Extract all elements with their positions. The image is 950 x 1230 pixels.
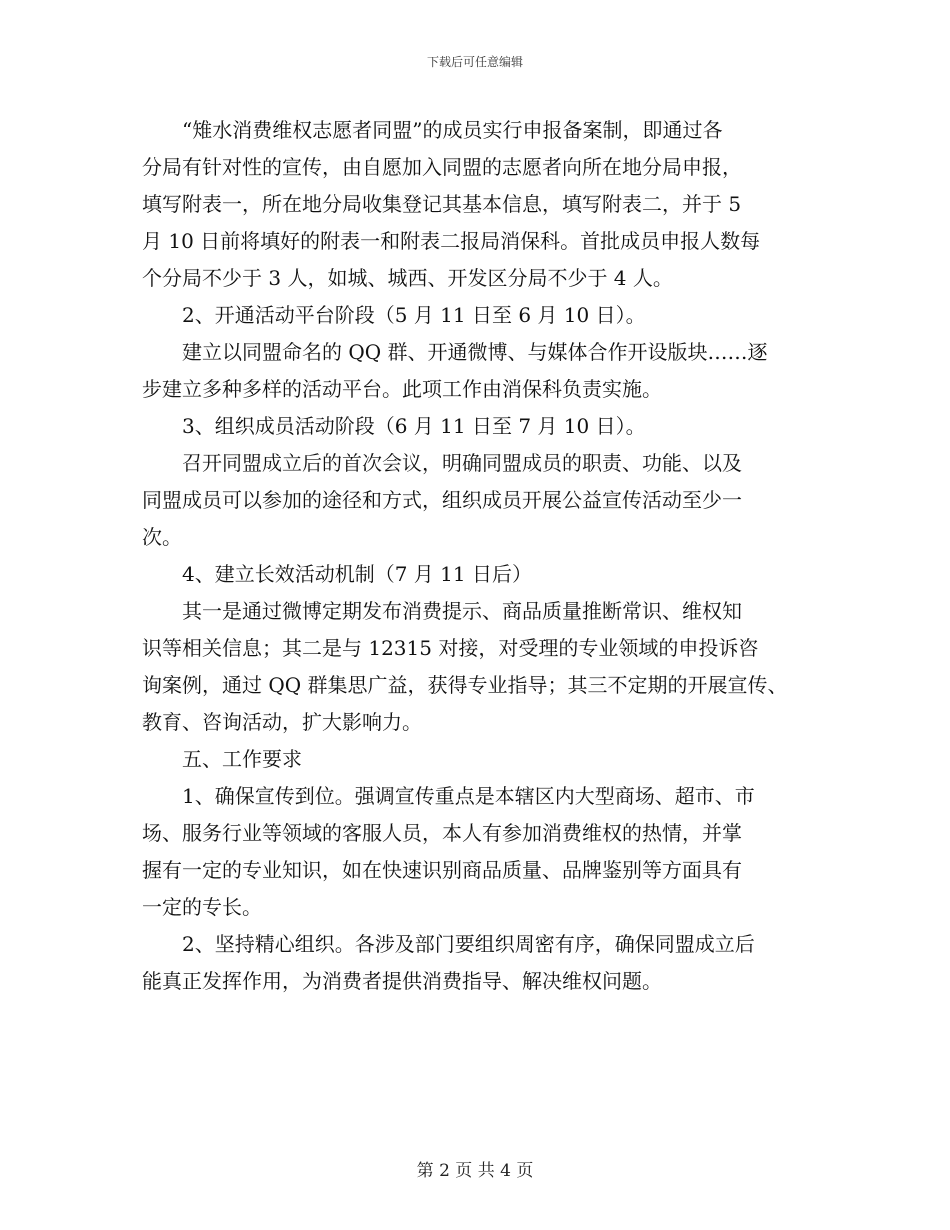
section-heading: 3、组织成员活动阶段（6 月 11 日至 7 月 10 日）。 [142,414,646,438]
body-line: 识等相关信息；其二是与 12315 对接，对受理的专业领域的申投诉咨 [142,636,759,660]
body-line: 分局有针对性的宣传，由自愿加入同盟的志愿者向所在地分局申报， [142,155,742,179]
section-heading: 五、工作要求 [142,747,302,771]
document-body [142,112,812,1000]
body-line: 月 10 日前将填好的附表一和附表二报局消保科。首批成员申报人数每 [142,229,761,253]
body-line: 一定的专长。 [142,895,262,919]
body-line: 填写附表一，所在地分局收集登记其基本信息，填写附表二，并于 5 [142,192,742,216]
body-line: 能真正发挥作用，为消费者提供消费指导、解决维权问题。 [142,969,662,993]
body-line: 2、坚持精心组织。各涉及部门要组织周密有序，确保同盟成立后 [142,932,755,956]
body-line: 个分局不少于 3 人，如城、城西、开发区分局不少于 4 人。 [142,266,673,290]
body-line: 同盟成员可以参加的途径和方式，组织成员开展公益宣传活动至少一 [142,488,742,512]
body-line: 步建立多种多样的活动平台。此项工作由消保科负责实施。 [142,377,662,401]
body-line: 建立以同盟命名的 QQ 群、开通微博、与媒体合作开设版块……逐 [142,340,768,364]
body-line: 场、服务行业等领域的客服人员，本人有参加消费维权的热情，并掌 [142,821,742,845]
body-line: 教育、咨询活动，扩大影响力。 [142,710,422,734]
body-line: 次。 [142,525,182,549]
body-line: “雉水消费维权志愿者同盟”的成员实行申报备案制，即通过各 [142,118,723,142]
body-line: 握有一定的专业知识，如在快速识别商品质量、品牌鉴别等方面具有 [142,858,742,882]
section-heading: 2、开通活动平台阶段（5 月 11 日至 6 月 10 日）。 [142,303,646,327]
body-line: 询案例，通过 QQ 群集思广益，获得专业指导；其三不定期的开展宣传、 [142,673,788,697]
body-line: 召开同盟成立后的首次会议，明确同盟成员的职责、功能、以及 [142,451,742,475]
body-line: 1、确保宣传到位。强调宣传重点是本辖区内大型商场、超市、市 [142,784,755,808]
page-header: 下载后可任意编辑 [426,55,523,69]
page-number-footer: 第 2 页 共 4 页 [416,1161,534,1181]
body-line: 其一是通过微博定期发布消费提示、商品质量推断常识、维权知 [142,599,742,623]
section-heading: 4、建立长效活动机制（7 月 11 日后） [142,562,532,586]
